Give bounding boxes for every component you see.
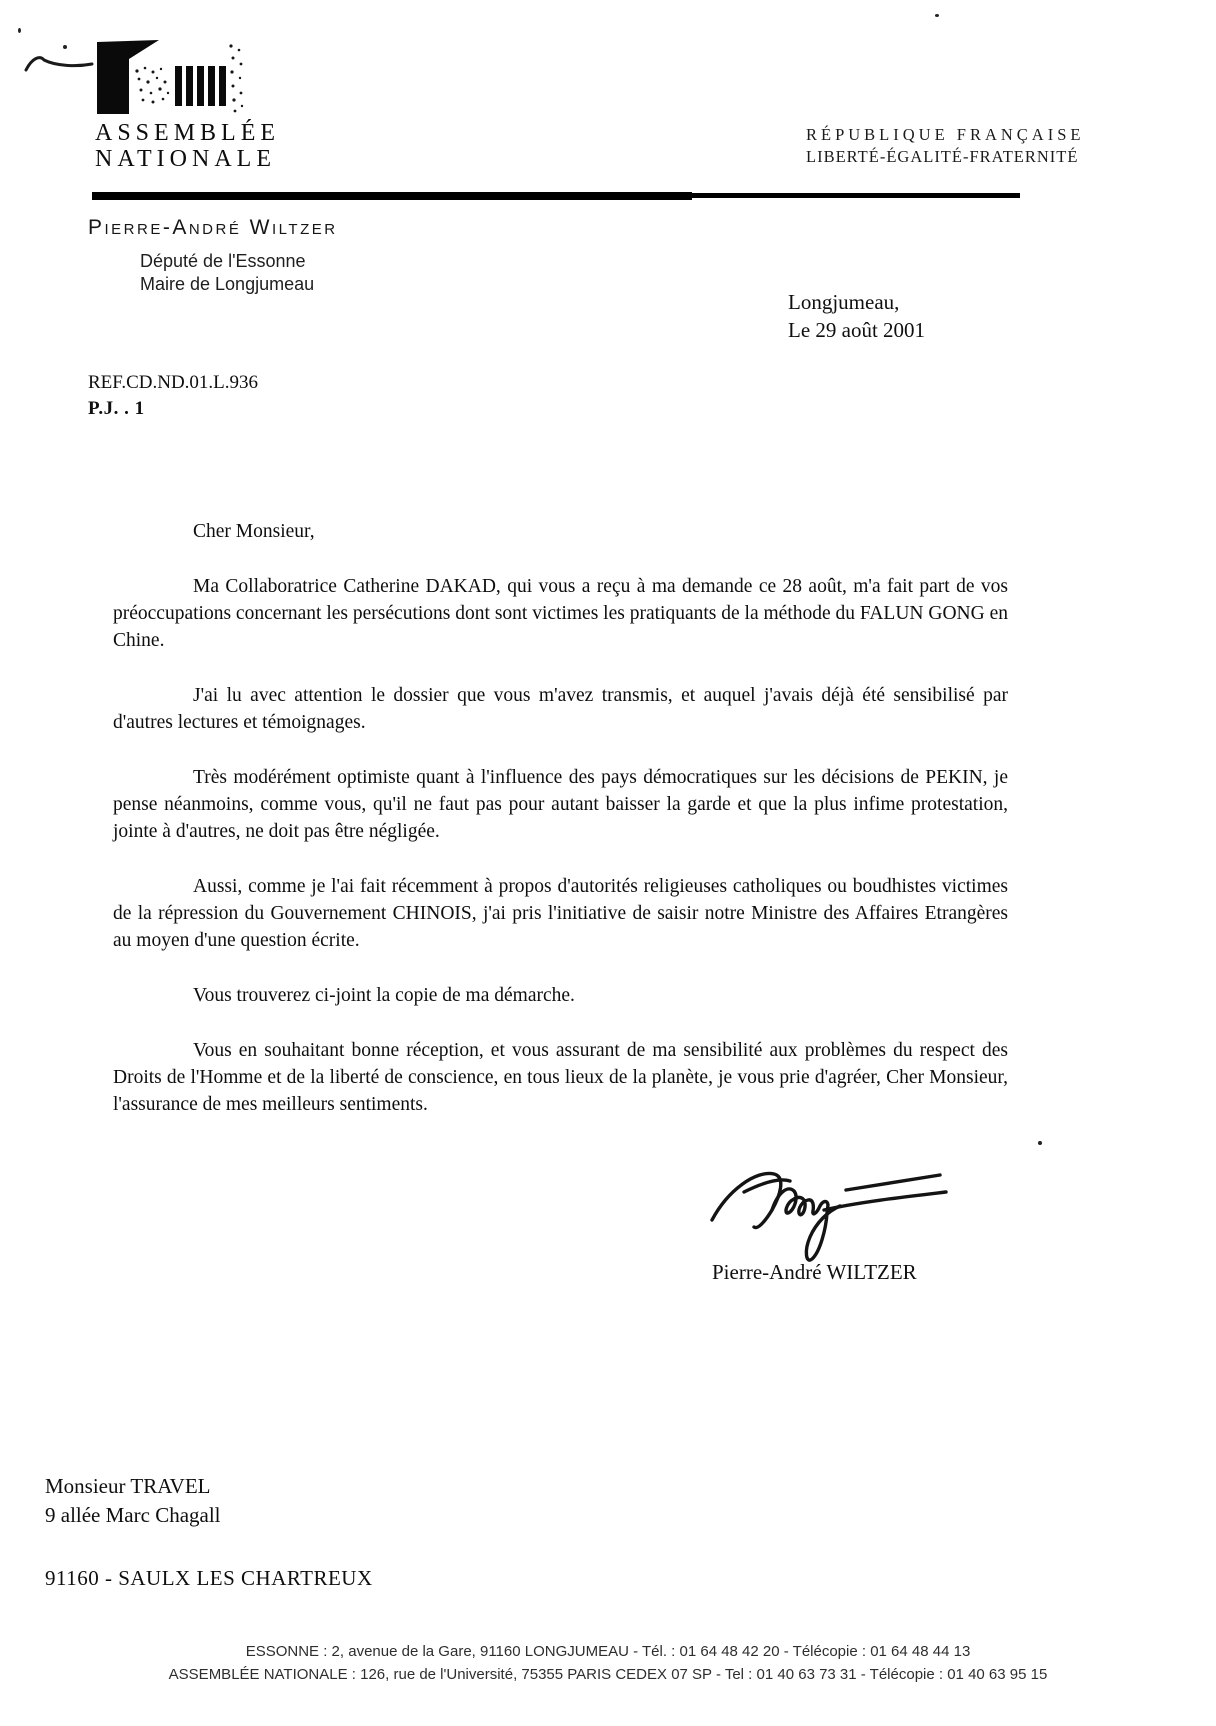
sender-title-depute: Député de l'Essonne: [140, 251, 306, 271]
footer-assemblee-address: ASSEMBLÉE NATIONALE : 126, rue de l'Université, 75355 PARIS CEDEX 07 SP - Tel : 01 40 63 73 31 - Télécopie : 01 40 63 95 15: [168, 1666, 1048, 1683]
logo-line-2: NATIONALE: [95, 146, 276, 172]
sender-name: Pierre-André Wiltzer: [88, 216, 338, 239]
scan-artifact-speck: [1038, 1141, 1042, 1145]
sender-titles: [140, 250, 314, 296]
reference-block: [88, 370, 258, 422]
header-rule: [92, 192, 692, 200]
recipient-address: [45, 1472, 373, 1593]
dateline-date: Le 29 août 2001: [788, 318, 926, 342]
footer-essonne-address: ESSONNE : 2, avenue de la Gare, 91160 LONGJUMEAU - Tél. : 01 64 48 42 20 - Télécopie : 01 64 48 44 13: [245, 1643, 971, 1660]
header-rule-thin: [690, 193, 1020, 198]
assemblee-nationale-logo: [95, 38, 247, 118]
scan-artifact-pen-stroke: [24, 52, 96, 78]
recipient-name: Monsieur TRAVEL: [45, 1474, 211, 1498]
scan-artifact-speck: [63, 45, 67, 49]
scan-artifact-speck: [18, 28, 21, 33]
recipient-street: 9 allée Marc Chagall: [45, 1503, 221, 1527]
recipient-city: 91160 - SAULX LES CHARTREUX: [45, 1566, 373, 1590]
letterhead-footer: [0, 1640, 1216, 1686]
signature-name: Pierre-André WILTZER: [712, 1260, 917, 1284]
logo-line-1: ASSEMBLÉE: [95, 120, 281, 146]
reference-number: REF.CD.ND.01.L.936: [88, 372, 259, 393]
handwritten-signature: [706, 1158, 952, 1270]
devise-line: LIBERTÉ-ÉGALITÉ-FRATERNITÉ: [806, 147, 1079, 166]
scan-artifact-speck: [935, 14, 939, 17]
republique-francaise-block: [806, 124, 1084, 168]
logo-wordmark: [95, 120, 280, 172]
paragraph-2: J'ai lu avec attention le dossier que vous m'avez transmis, et auquel j'avais déjà été sensibilisé par d'autres lectures et témoignages.: [113, 685, 1008, 733]
letter-body: [113, 518, 1008, 1146]
dateline-place: Longjumeau,: [788, 290, 900, 314]
salutation: Cher Monsieur,: [193, 521, 315, 542]
reference-pj: P.J. . 1: [88, 398, 145, 419]
paragraph-5: Vous trouverez ci-joint la copie de ma démarche.: [193, 985, 575, 1006]
paragraph-6: Vous en souhaitant bonne réception, et vous assurant de ma sensibilité aux problèmes du respect des Droits de l'Homme et de la liberté de conscience, en tous lieux de la planète, je vous prie d'agréer, Cher Monsieur, l'assurance de mes meilleurs sentiments.: [113, 1040, 1008, 1115]
paragraph-4: Aussi, comme je l'ai fait récemment à propos d'autorités religieuses catholiques ou boudhistes victimes de la répression du Gouvernement CHINOIS, j'ai pris l'initiative de saisir notre Ministre des Affaires Etrangères au moyen d'une question écrite.: [113, 876, 1008, 951]
republique-line: RÉPUBLIQUE FRANÇAISE: [806, 125, 1085, 144]
paragraph-3: Très modérément optimiste quant à l'influence des pays démocratiques sur les décisions de PEKIN, je pense néanmoins, comme vous, qu'il ne faut pas pour autant baisser la garde et que la plus infime protestation, jointe à d'autres, ne doit pas être négligée.: [113, 767, 1008, 842]
sender-title-maire: Maire de Longjumeau: [140, 274, 315, 294]
paragraph-1: Ma Collaboratrice Catherine DAKAD, qui vous a reçu à ma demande ce 28 août, m'a fait part de vos préoccupations concernant les persécutions dont sont victimes les pratiquants de la méthode du FALUN GONG en Chine.: [113, 576, 1008, 651]
dateline: [788, 288, 925, 344]
